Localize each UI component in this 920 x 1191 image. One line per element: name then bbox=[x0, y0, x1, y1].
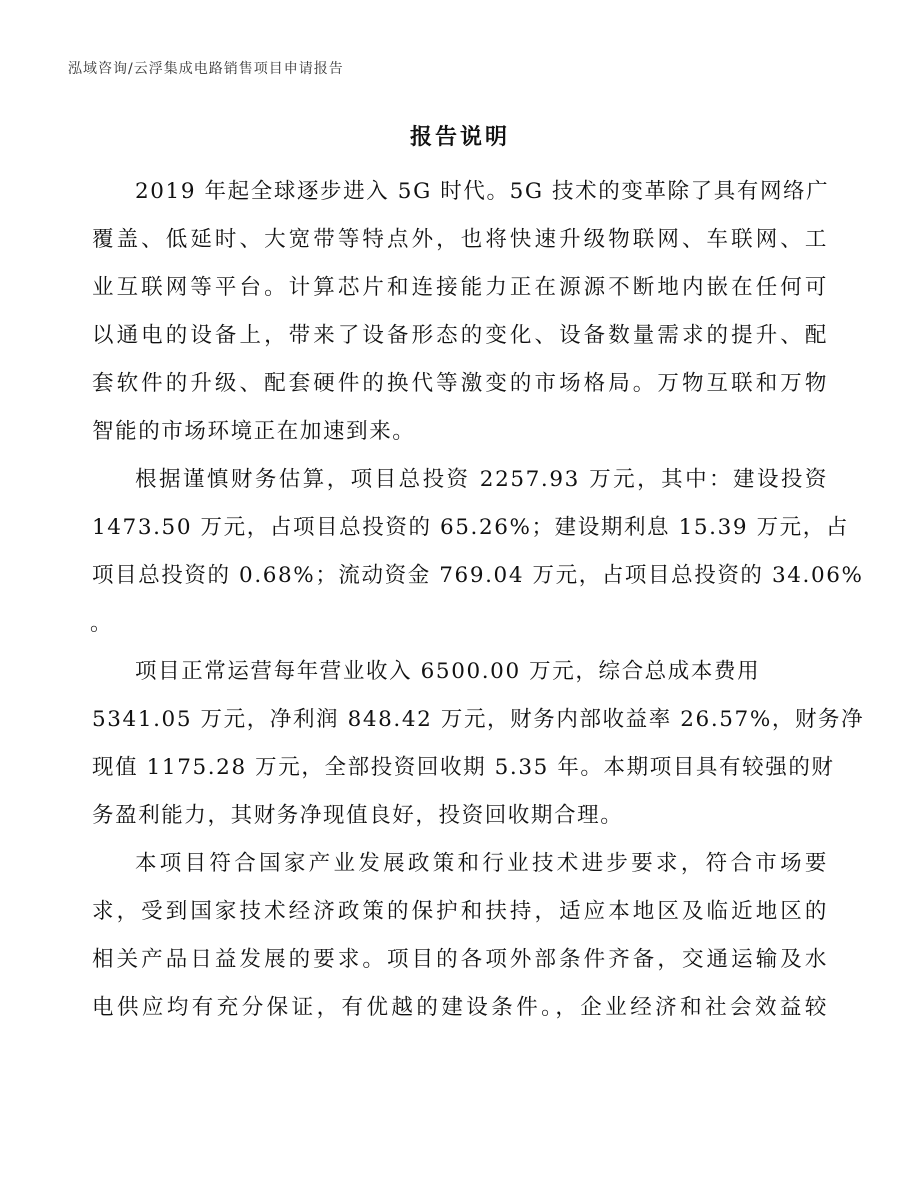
running-header: 泓域咨询/云浮集成电路销售项目申请报告 bbox=[68, 61, 344, 77]
paragraph-policy-compliance bbox=[92, 840, 828, 1032]
paragraph-line: 求，受到国家技术经济政策的保护和扶持，适应本地区及临近地区的 bbox=[92, 899, 828, 924]
paragraph-line: 项目正常运营每年营业收入 6500.00 万元，综合总成本费用 bbox=[135, 659, 761, 684]
paragraph-line: 5341.05 万元，净利润 848.42 万元，财务内部收益率 26.57%，财务净 bbox=[92, 707, 865, 732]
page-title: 报告说明 bbox=[409, 125, 510, 150]
paragraph-line: 。 bbox=[90, 611, 114, 636]
document-body bbox=[90, 168, 865, 1032]
paragraph-line: 套软件的升级、配套硬件的换代等激变的市场格局。万物互联和万物 bbox=[92, 371, 828, 396]
paragraph-line: 1473.50 万元，占项目总投资的 65.26%；建设期利息 15.39 万元，占 bbox=[92, 515, 849, 540]
paragraph-line: 相关产品日益发展的要求。项目的各项外部条件齐备，交通运输及水 bbox=[92, 947, 828, 972]
paragraph-line: 覆盖、低延时、大宽带等特点外，也将快速升级物联网、车联网、工 bbox=[92, 227, 828, 252]
paragraph-line: 2019 年起全球逐步进入 5G 时代。5G 技术的变革除了具有网络广 bbox=[135, 179, 830, 204]
paragraph-line: 电供应均有充分保证，有优越的建设条件。，企业经济和社会效益较 bbox=[92, 995, 828, 1020]
paragraph-line: 业互联网等平台。计算芯片和连接能力正在源源不断地内嵌在任何可 bbox=[92, 275, 828, 300]
paragraph-line: 务盈利能力，其财务净现值良好，投资回收期合理。 bbox=[92, 803, 624, 828]
paragraph-5g-background bbox=[92, 168, 828, 456]
paragraph-line: 本项目符合国家产业发展政策和行业技术进步要求，符合市场要 bbox=[135, 851, 828, 876]
paragraph-line: 根据谨慎财务估算，项目总投资 2257.93 万元，其中：建设投资 bbox=[135, 467, 828, 492]
paragraph-line: 智能的市场环境正在加速到来。 bbox=[92, 419, 416, 444]
paragraph-line: 项目总投资的 0.68%；流动资金 769.04 万元，占项目总投资的 34.06% bbox=[92, 563, 864, 588]
paragraph-line: 以通电的设备上，带来了设备形态的变化、设备数量需求的提升、配 bbox=[92, 323, 828, 348]
paragraph-financial-returns bbox=[92, 648, 865, 840]
paragraph-line: 现值 1175.28 万元，全部投资回收期 5.35 年。本期项目具有较强的财 bbox=[92, 755, 835, 780]
paragraph-investment bbox=[90, 456, 864, 648]
